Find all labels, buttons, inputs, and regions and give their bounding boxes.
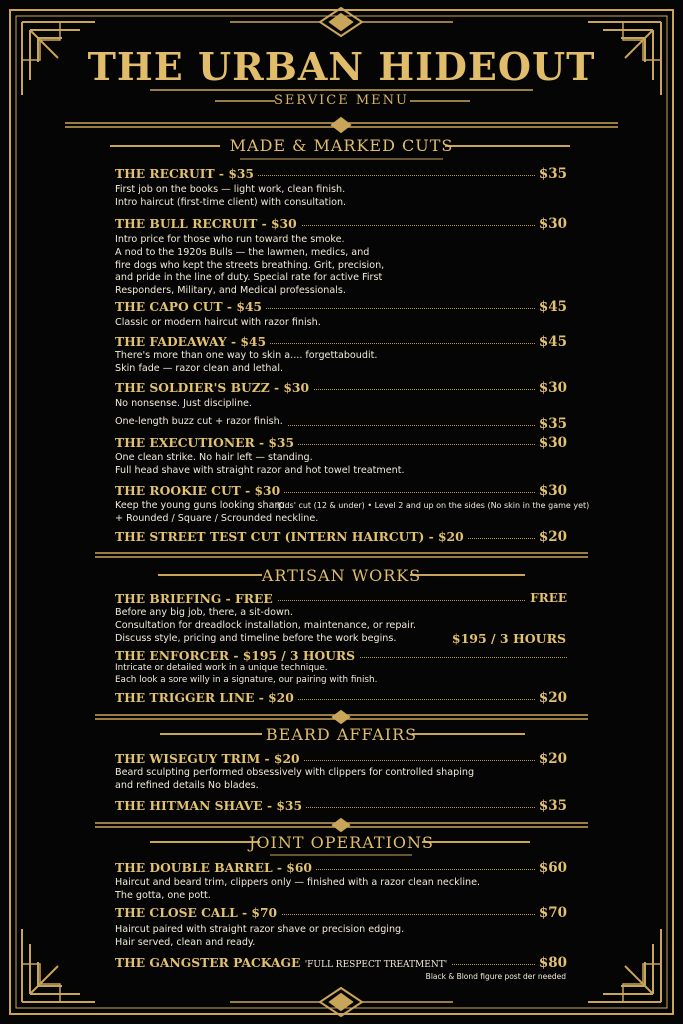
item-price: $20	[535, 690, 567, 706]
menu-item-double-barrel	[115, 860, 567, 878]
menu-item-gangster-package	[115, 955, 567, 973]
section-heading-beard: BEARD AFFAIRS	[265, 725, 418, 744]
menu-item-recruit	[115, 166, 567, 184]
item-description: + Rounded / Square / Scrounded neckline.	[115, 513, 319, 524]
section-heading-cuts: MADE & MARKED CUTS	[229, 136, 454, 155]
item-name: THE BULL RECRUIT - $30	[115, 216, 301, 231]
item-description-detail: Kids' cut (12 & under) • Level 2 and up on the sides (No skin in the game yet)	[277, 501, 590, 510]
item-price-badge: $195 / 3 HOURS	[451, 631, 566, 646]
item-tag: 'FULL RESPECT TREATMENT'	[304, 960, 448, 970]
item-price: $30	[535, 483, 567, 499]
menu-subtitle: SERVICE MENU	[274, 93, 409, 108]
item-name: THE FADEAWAY - $45	[115, 334, 270, 349]
item-description: One clean strike. No hair left — standing. Full head shave with straight razor and hot towel treatment.	[115, 452, 405, 476]
item-price: $20	[535, 751, 567, 767]
item-price: $80	[535, 955, 567, 971]
item-price: $45	[535, 334, 567, 350]
menu-item-executioner	[115, 435, 567, 453]
item-price: $30	[535, 380, 567, 396]
item-price: $30	[535, 435, 567, 451]
item-price: $35	[535, 166, 567, 182]
menu-item-bull-recruit	[115, 216, 567, 234]
item-description: Haircut paired with straight razor shave or precision edging. Hair served, clean and ready.	[115, 924, 405, 948]
item-description: Classic or modern haircut with razor finish.	[115, 317, 321, 328]
item-description: Keep the young guns looking sharp.	[115, 500, 288, 511]
item-description: Beard sculpting performed obsessively with clippers for controlled shaping and refined details No blades.	[115, 767, 475, 791]
item-description: There's more than one way to skin a.... forgettaboudit. Skin fade — razor clean and lethal.	[115, 350, 378, 374]
item-description: Intro price for those who run toward the smoke. A nod to the 1920s Bulls — the lawmen, medics, and fire dogs who kept the streets breathing. Grit, precision, and pride in the line of duty. Special rate for active First Responders, Military, and Medical professionals.	[115, 234, 385, 297]
item-name: THE SOLDIER'S BUZZ - $30	[115, 380, 313, 395]
menu-item-rookie-cut	[115, 483, 567, 501]
item-name: THE DOUBLE BARREL - $60	[115, 860, 316, 875]
item-name: One-length buzz cut + razor finish.	[115, 416, 287, 427]
item-price: $70	[535, 905, 567, 921]
item-price: $60	[535, 860, 567, 876]
item-price: $35	[535, 416, 567, 432]
item-name: THE HITMAN SHAVE - $35	[115, 798, 306, 813]
item-name: THE BRIEFING - FREE	[115, 591, 277, 606]
menu-item-hitman	[115, 798, 567, 816]
menu-item-trigger-line	[115, 690, 567, 708]
item-name: THE WISEGUY TRIM - $20	[115, 751, 304, 766]
menu-item-capo-cut	[115, 299, 567, 317]
item-name-text: THE GANGSTER PACKAGE	[115, 955, 301, 970]
item-name: THE ROOKIE CUT - $30	[115, 483, 284, 498]
item-price: FREE	[526, 591, 567, 605]
section-heading-joint: JOINT OPERATIONS	[249, 833, 434, 852]
item-name: THE EXECUTIONER - $35	[115, 435, 298, 450]
menu-item-one-length	[115, 416, 567, 434]
menu-item-street-test	[115, 529, 567, 547]
item-note: Black & Blond figure post der needed	[425, 972, 566, 981]
item-name: THE ENFORCER - $195 / 3 HOURS	[115, 648, 359, 663]
item-name: THE CAPO CUT - $45	[115, 299, 266, 314]
item-price: $45	[535, 299, 567, 315]
item-name	[115, 955, 451, 970]
item-name: THE STREET TEST CUT (INTERN HAIRCUT) - $20	[115, 529, 468, 544]
item-name: THE CLOSE CALL - $70	[115, 905, 281, 920]
item-name: THE TRIGGER LINE - $20	[115, 690, 298, 705]
menu-title: THE URBAN HIDEOUT	[87, 44, 596, 89]
item-description: Intricate or detailed work in a unique technique. Each look a sore willy in a signature, our pairing with finish.	[115, 663, 378, 685]
item-price: $20	[535, 529, 567, 545]
item-description: First job on the books — light work, clean finish. Intro haircut (first-time client) with consultation.	[115, 184, 347, 208]
item-description: Haircut and beard trim, clippers only — finished with a razor clean neckline. The gotta, one pott.	[115, 877, 481, 901]
item-price: $35	[535, 798, 567, 814]
item-description: Before any big job, there, a sit-down. Consultation for dreadlock installation, maintenance, or repair. Discuss style, pricing and timeline before the work begins.	[115, 607, 417, 644]
item-name: THE RECRUIT - $35	[115, 166, 258, 181]
menu-item-soldiers-buzz	[115, 380, 567, 398]
item-price: $30	[535, 216, 567, 232]
item-description: No nonsense. Just discipline.	[115, 398, 252, 409]
menu-item-close-call	[115, 905, 567, 923]
section-heading-artisan: ARTISAN WORKS	[261, 566, 422, 585]
